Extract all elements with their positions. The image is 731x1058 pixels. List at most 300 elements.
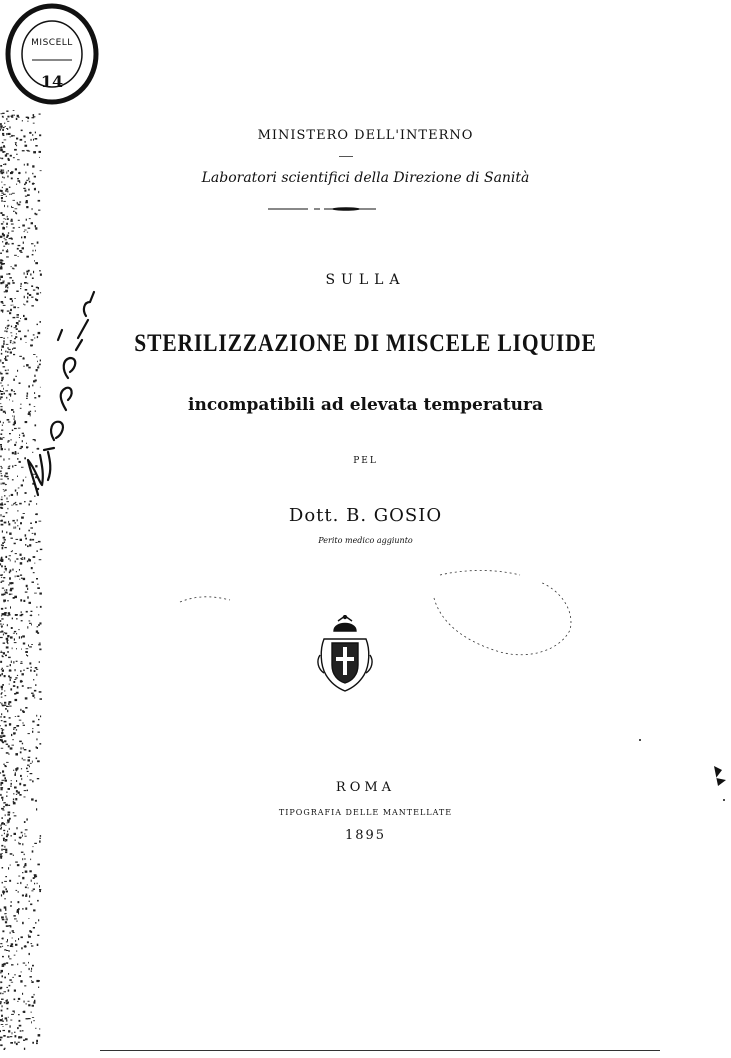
edge-speck [3,366,6,367]
edge-speck [1,475,3,476]
edge-speck [0,725,1,726]
edge-speck [1,483,2,485]
edge-speck [32,582,35,583]
edge-speck [12,648,13,650]
edge-speck [11,266,12,267]
edge-speck [10,155,12,157]
edge-speck [16,951,17,952]
edge-speck [0,972,2,973]
edge-speck [16,661,18,662]
edge-speck [31,693,33,694]
edge-speck [18,938,19,940]
edge-speck [19,528,20,530]
edge-speck [22,895,24,897]
edge-speck [12,550,13,551]
edge-speck [0,652,2,653]
edge-speck [10,588,12,590]
edge-speck [36,738,37,740]
edge-speck [4,991,7,992]
edge-speck [20,599,22,601]
edge-speck [0,266,2,268]
edge-speck [3,652,5,654]
edge-speck [38,644,41,645]
edge-speck [38,624,40,626]
edge-speck [9,194,10,195]
edge-speck [18,912,19,914]
edge-speck [24,749,27,750]
edge-speck [6,223,8,225]
edge-speck [8,675,10,677]
edge-speck [23,725,25,726]
imprint-year: 1895 [344,828,387,843]
edge-speck [8,955,9,957]
edge-speck [22,557,24,558]
edge-speck [8,614,10,616]
edge-speck [3,892,4,894]
edge-speck [16,648,17,649]
edge-speck [9,880,11,882]
edge-speck [37,883,38,884]
edge-speck [33,572,35,573]
edge-speck [34,994,35,996]
edge-speck [29,766,30,767]
edge-speck [36,1042,38,1044]
edge-speck [39,649,41,651]
edge-speck [14,149,17,151]
author-role: Perito medico aggiunto [318,536,413,545]
edge-speck [39,114,41,115]
edge-speck [26,586,27,587]
edge-speck [22,247,24,249]
edge-speck [2,345,5,347]
edge-speck [27,545,29,547]
edge-speck [33,696,35,698]
edge-speck [20,554,22,556]
edge-speck [27,655,28,657]
edge-speck [7,116,9,118]
edge-speck [12,739,13,740]
edge-speck [17,575,20,577]
edge-speck [3,1030,6,1031]
edge-speck [2,882,3,884]
edge-speck [16,558,18,559]
edge-speck [37,747,38,749]
edge-speck [29,623,32,624]
edge-speck [2,378,3,379]
edge-speck [34,213,36,215]
edge-speck [1,263,4,265]
edge-speck [39,890,41,892]
edge-speck [2,483,5,485]
laboratory-line: Laboratori scientifici della Direzione di Sanità [201,170,530,186]
edge-speck [5,876,7,877]
edge-speck [38,719,40,720]
edge-speck [4,702,6,704]
edge-speck [2,817,3,819]
edge-speck [4,205,5,207]
edge-speck [2,613,4,615]
edge-speck [18,204,21,206]
edge-speck [4,612,6,614]
edge-speck [5,163,7,165]
edge-speck [14,1012,15,1013]
edge-speck [4,898,5,899]
edge-speck [0,982,2,983]
edge-speck [17,202,18,204]
edge-speck [1,158,3,160]
edge-speck [20,575,22,576]
edge-speck [26,200,28,202]
edge-speck [26,150,29,151]
edge-speck [1,565,3,567]
edge-speck [37,550,38,552]
edge-speck [2,214,5,216]
edge-speck [27,163,29,165]
edge-speck [25,707,27,709]
edge-speck [22,858,23,860]
edge-speck [31,890,33,891]
edge-speck [2,853,3,854]
edge-speck [19,201,21,202]
edge-speck [3,388,4,390]
edge-speck [34,670,36,672]
edge-speck [4,566,6,568]
edge-speck [31,880,32,882]
edge-speck [11,734,12,736]
edge-speck [27,596,28,598]
edge-speck [7,249,8,250]
edge-speck [27,626,28,628]
edge-speck [28,936,31,938]
edge-speck [27,121,28,122]
edge-speck [4,777,6,779]
edge-speck [35,250,36,252]
edge-speck [4,716,6,718]
edge-speck [10,636,13,638]
edge-speck [22,635,25,637]
edge-speck [6,913,7,914]
edge-speck [15,527,16,529]
edge-speck [5,370,7,371]
edge-speck [33,1020,34,1021]
edge-speck [14,1032,16,1033]
edge-speck [14,974,15,975]
edge-speck [23,1011,25,1013]
edge-speck [1,223,3,224]
edge-speck [9,582,12,584]
edge-speck [5,190,7,191]
edge-speck [0,466,1,467]
edge-speck [6,593,8,594]
edge-speck [5,608,7,609]
edge-speck [0,740,3,741]
edge-speck [3,643,6,644]
edge-speck [3,764,4,765]
edge-speck [33,151,36,153]
edge-speck [0,253,2,255]
edge-speck [8,1030,10,1032]
edge-speck [16,725,19,727]
edge-speck [0,1039,1,1041]
stamp-label: MISCELL [31,38,73,48]
edge-speck [25,202,28,204]
edge-speck [6,188,8,190]
edge-speck [30,773,33,774]
edge-speck [3,201,5,202]
edge-speck [16,618,17,619]
edge-speck [25,863,27,865]
edge-speck [21,612,23,613]
edge-speck [8,745,10,747]
edge-speck [37,760,40,762]
edge-speck [10,664,11,666]
edge-speck [0,909,1,911]
edge-speck [23,866,25,867]
edge-speck [1,467,3,468]
edge-speck [22,120,23,121]
edge-speck [37,935,39,936]
edge-speck [38,732,40,733]
edge-speck [7,1024,8,1025]
author-preposition: PEL [353,456,378,466]
edge-speck [1,385,2,386]
edge-speck [24,190,26,192]
edge-speck [31,222,33,224]
edge-speck [23,760,26,761]
edge-speck [17,716,19,717]
edge-speck [22,877,24,879]
edge-speck [4,765,6,766]
edge-speck [11,964,14,965]
edge-speck [13,770,14,771]
edge-speck [1,502,2,504]
edge-speck [10,865,11,866]
edge-speck [1,377,4,378]
edge-speck [5,126,6,127]
edge-speck [37,900,39,902]
edge-speck [5,1017,8,1019]
edge-speck [7,205,8,207]
edge-speck [27,117,29,119]
edge-speck [32,721,34,723]
edge-speck [0,946,1,948]
edge-speck [13,200,16,201]
edge-speck [36,715,37,717]
edge-speck [23,747,24,749]
edge-speck [21,747,22,749]
edge-speck [31,611,33,612]
edge-speck [22,743,23,745]
edge-speck [2,993,3,994]
edge-speck [4,881,7,882]
edge-speck [0,359,1,361]
edge-speck [3,775,6,777]
edge-speck [4,705,6,706]
edge-speck [31,996,33,998]
edge-speck [39,157,40,158]
edge-speck [0,853,1,854]
edge-speck [1,473,2,474]
edge-speck [28,962,29,964]
edge-speck [15,669,16,671]
edge-speck [15,753,18,755]
edge-speck [9,684,10,685]
edge-speck [16,729,17,730]
edge-speck [29,901,30,902]
edge-speck [1,558,3,560]
edge-speck [19,720,22,721]
edge-speck [9,706,12,707]
edge-speck [25,145,28,147]
edge-speck [4,887,6,888]
edge-speck [31,1021,32,1023]
edge-speck [2,362,4,364]
edge-speck [19,843,21,844]
edge-speck [38,987,39,988]
edge-speck [0,772,1,773]
edge-speck [28,1004,30,1006]
edge-speck [12,243,14,245]
edge-speck [34,260,35,261]
edge-speck [19,579,20,580]
edge-speck [23,643,25,645]
edge-speck [11,231,13,232]
edge-speck [6,237,8,238]
edge-speck [1,894,2,896]
edge-speck [1,577,2,578]
edge-speck [5,351,6,353]
edge-speck [10,1042,13,1044]
edge-speck [36,876,37,878]
edge-speck [9,985,11,986]
edge-speck [2,151,4,152]
edge-speck [10,606,11,608]
edge-speck [23,600,25,602]
edge-speck [14,999,16,1001]
edge-speck [31,243,34,244]
edge-speck [33,877,35,879]
edge-speck [0,1044,2,1046]
edge-speck [6,796,8,797]
edge-speck [22,872,23,873]
edge-speck [18,629,20,630]
edge-speck [22,681,23,682]
edge-speck [1,353,3,355]
edge-speck [27,771,29,772]
edge-speck [3,164,4,165]
edge-speck [30,527,33,528]
edge-speck [27,668,29,669]
edge-speck [0,1001,2,1003]
edge-speck [34,533,36,535]
edge-speck [0,993,1,995]
edge-speck [10,1025,11,1027]
edge-speck [12,1032,13,1034]
edge-speck [26,1018,29,1019]
edge-speck [32,254,34,255]
edge-speck [1,1015,3,1017]
edge-speck [21,768,22,769]
edge-speck [9,533,11,535]
edge-speck [9,594,11,595]
edge-speck [33,250,34,252]
edge-speck [5,909,6,911]
edge-speck [4,331,6,332]
imprint-city: ROMA [335,780,396,795]
edge-speck [14,1041,15,1043]
edge-speck [28,759,31,761]
edge-speck [23,1040,25,1041]
edge-speck [24,1001,25,1003]
edge-speck [21,936,23,938]
edge-speck [33,909,35,911]
edge-speck [22,758,23,760]
edge-speck [9,925,12,926]
edge-speck [4,449,5,450]
edge-speck [24,854,25,855]
edge-speck [32,208,33,210]
edge-speck [29,621,31,622]
edge-speck [11,982,13,983]
edge-speck [18,256,19,257]
edge-speck [35,667,38,669]
edge-speck [5,708,7,710]
edge-speck [11,551,13,552]
edge-speck [1,916,4,918]
edge-speck [17,159,20,160]
edge-speck [22,225,25,227]
edge-speck [22,710,24,712]
edge-speck [33,123,35,124]
edge-speck [25,196,27,197]
edge-speck [16,571,17,572]
edge-speck [12,977,13,978]
edge-speck [10,688,12,690]
edge-speck [37,944,39,946]
author-name: Dott. B. GOSIO [288,505,443,526]
edge-speck [20,1036,22,1038]
edge-speck [13,733,15,734]
edge-speck [1,608,3,610]
edge-speck [21,237,22,239]
edge-speck [14,727,17,728]
edge-speck [25,908,27,910]
edge-speck [26,611,28,613]
edge-speck [0,674,1,676]
edge-speck [22,723,23,724]
edge-speck [13,799,14,801]
edge-speck [13,661,14,663]
edge-speck [7,635,9,637]
edge-speck [22,993,23,995]
edge-speck [15,768,17,770]
edge-speck [16,890,18,891]
edge-speck [29,602,32,604]
edge-speck [5,239,7,240]
edge-speck [26,768,28,770]
edge-speck [9,717,11,718]
edge-speck [8,244,10,245]
edge-speck [10,853,13,855]
edge-speck [28,733,30,734]
edge-speck [1,446,3,448]
edge-speck [19,975,21,977]
edge-speck [1,618,3,619]
edge-speck [18,901,20,903]
edge-speck [36,1040,38,1042]
edge-speck [14,918,17,919]
edge-speck [26,894,28,896]
